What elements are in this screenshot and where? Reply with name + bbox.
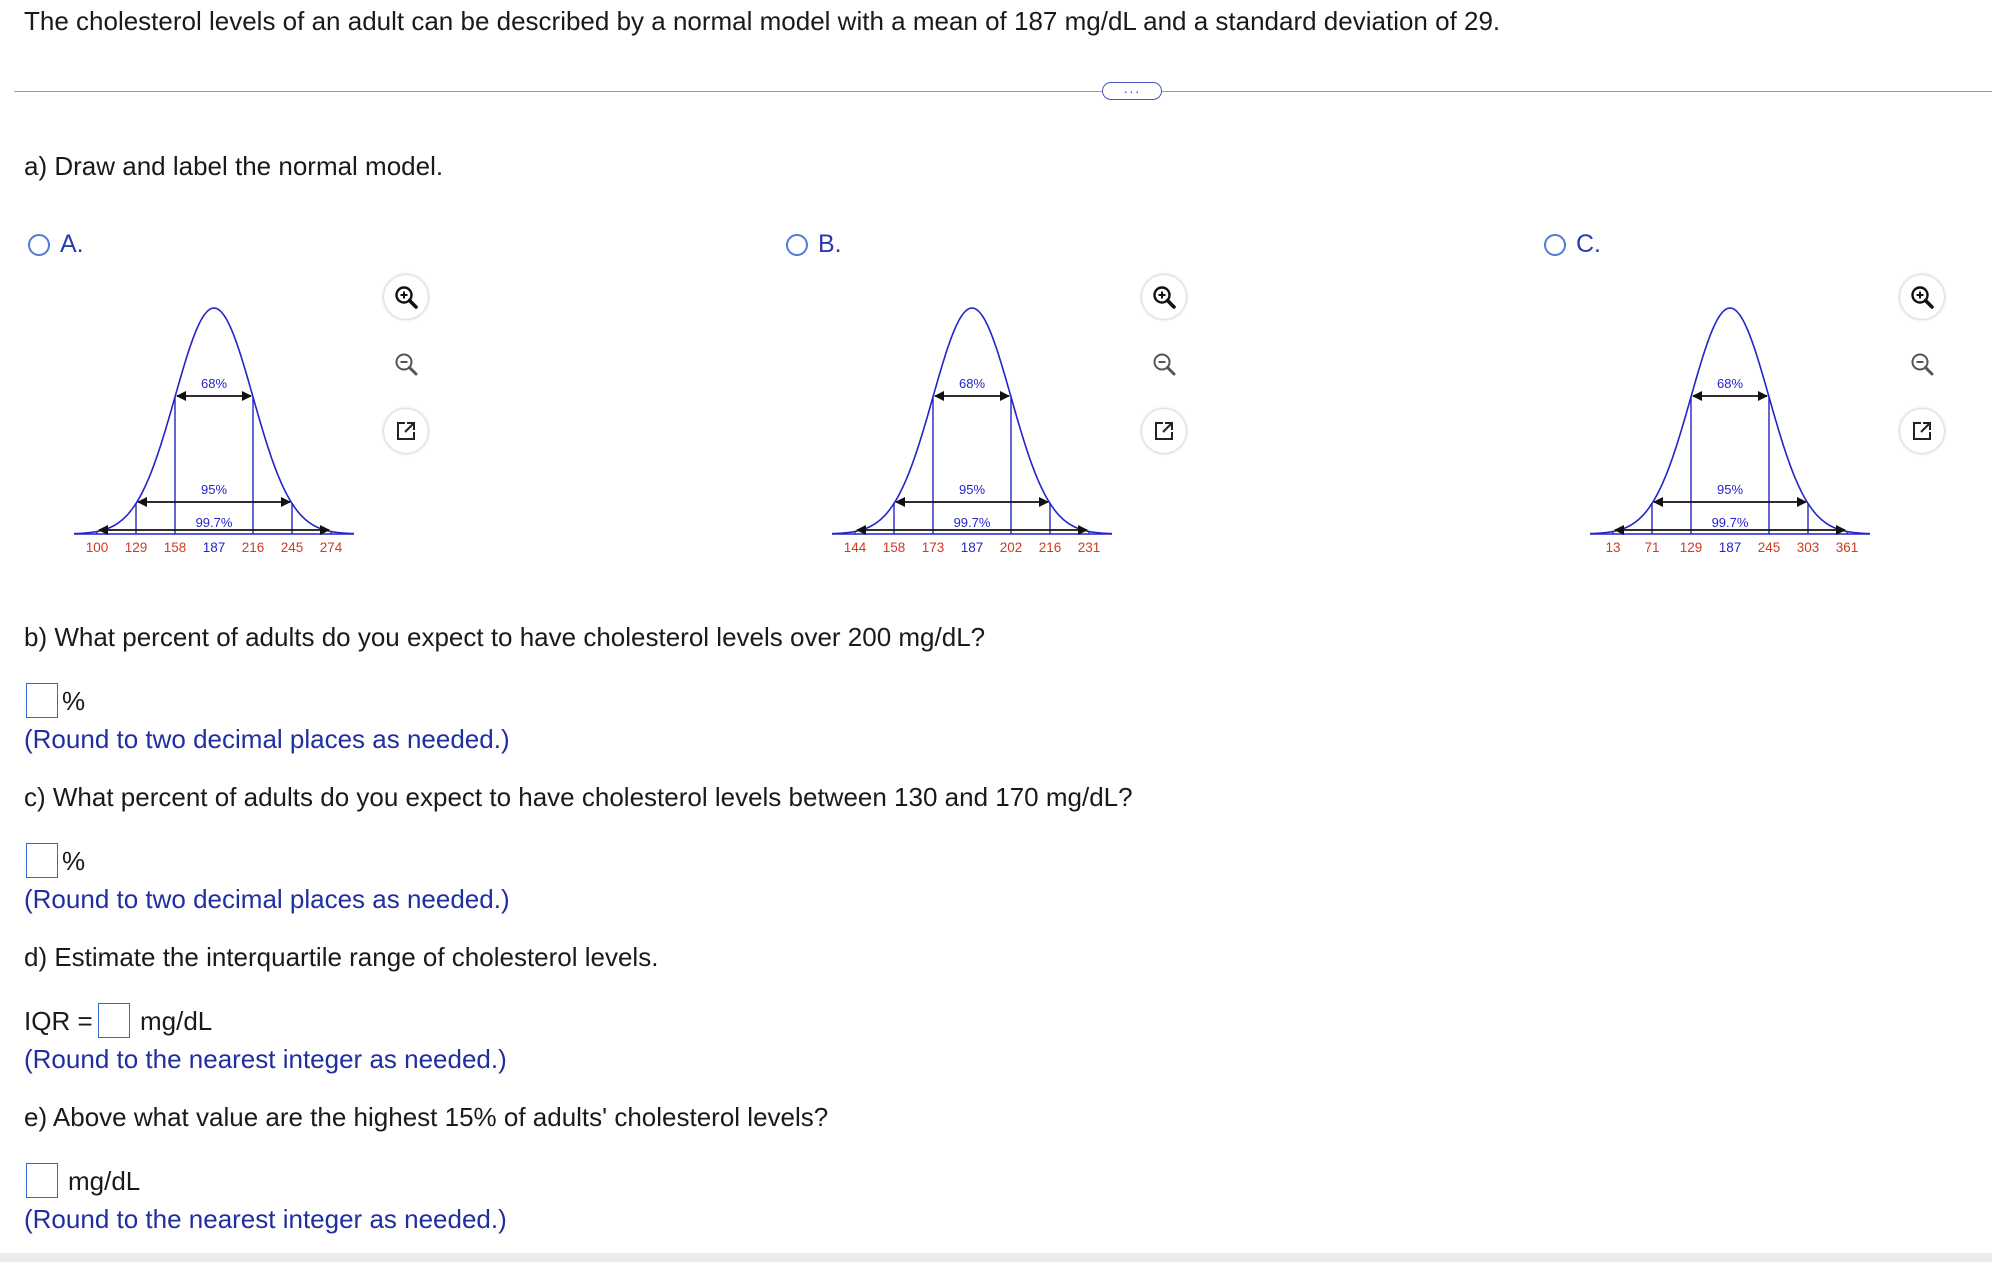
- tick-label: 100: [85, 540, 109, 555]
- label-95: 95%: [958, 482, 986, 497]
- popout-button-b[interactable]: [1142, 409, 1186, 453]
- part-d-unit: mg/dL: [140, 1006, 213, 1036]
- tick-label: 129: [1679, 540, 1703, 555]
- part-b-unit: %: [62, 686, 86, 716]
- popout-icon: [1911, 420, 1933, 442]
- tick-label: 13: [1605, 540, 1621, 555]
- tick-label: 245: [280, 540, 304, 555]
- tick-label: 187: [1718, 540, 1742, 555]
- tick-label: 144: [843, 540, 867, 555]
- part-c-prompt: c) What percent of adults do you expect to have cholesterol levels between 130 and 170 mg/dL?: [24, 782, 1133, 812]
- part-b-answer-input[interactable]: [26, 683, 58, 718]
- part-e-hint: (Round to the nearest integer as needed.): [24, 1204, 507, 1234]
- part-e-prompt: e) Above what value are the highest 15% of adults' cholesterol levels?: [24, 1102, 829, 1132]
- expand-more-button[interactable]: ···: [1102, 82, 1162, 100]
- choice-b-radio[interactable]: [786, 234, 808, 256]
- label-997: 99.7%: [1711, 515, 1749, 530]
- popout-icon: [1153, 420, 1175, 442]
- normal-model-graph-c: [1590, 300, 1870, 560]
- tick-label: 231: [1077, 540, 1101, 555]
- part-d-hint: (Round to the nearest integer as needed.): [24, 1044, 507, 1074]
- label-95: 95%: [1716, 482, 1744, 497]
- divider: [14, 91, 1992, 92]
- choice-a-radio[interactable]: [28, 234, 50, 256]
- tick-label: 187: [960, 540, 984, 555]
- zoom-out-icon: [1151, 351, 1177, 377]
- choice-b-label: B.: [818, 230, 842, 258]
- tick-label: 202: [999, 540, 1023, 555]
- part-c-unit: %: [62, 846, 86, 876]
- part-a-prompt: a) Draw and label the normal model.: [24, 151, 444, 181]
- question-text: The cholesterol levels of an adult can be described by a normal model with a mean of 187 mg/dL and a standard deviation of 29.: [24, 6, 1501, 36]
- popout-button-a[interactable]: [384, 409, 428, 453]
- choice-a-label: A.: [60, 230, 84, 258]
- label-95: 95%: [200, 482, 228, 497]
- popout-icon: [395, 420, 417, 442]
- part-c-answer-input[interactable]: [26, 843, 58, 878]
- part-b-hint: (Round to two decimal places as needed.): [24, 724, 510, 754]
- normal-curve: [74, 308, 354, 534]
- tick-label: 216: [241, 540, 265, 555]
- normal-model-graph-a: [74, 300, 354, 560]
- tick-label: 71: [1644, 540, 1660, 555]
- part-d-prompt: d) Estimate the interquartile range of cholesterol levels.: [24, 942, 659, 972]
- part-d-answer-input[interactable]: [98, 1003, 130, 1038]
- zoom-in-icon: [1909, 284, 1935, 310]
- tick-label: 187: [202, 540, 226, 555]
- tick-label: 173: [921, 540, 945, 555]
- normal-curve: [832, 308, 1112, 534]
- zoom-in-button-c[interactable]: [1900, 275, 1944, 319]
- popout-button-c[interactable]: [1900, 409, 1944, 453]
- zoom-in-icon: [393, 284, 419, 310]
- part-b-prompt: b) What percent of adults do you expect to have cholesterol levels over 200 mg/dL?: [24, 622, 986, 652]
- label-68: 68%: [200, 376, 228, 391]
- tick-label: 129: [124, 540, 148, 555]
- label-997: 99.7%: [195, 515, 233, 530]
- normal-model-graph-b: [832, 300, 1112, 560]
- tick-label: 274: [319, 540, 343, 555]
- normal-curve: [1590, 308, 1870, 534]
- tick-label: 361: [1835, 540, 1859, 555]
- bottom-bar: [0, 1253, 1992, 1262]
- label-997: 99.7%: [953, 515, 991, 530]
- choice-c-label: C.: [1576, 230, 1601, 258]
- tick-label: 158: [882, 540, 906, 555]
- zoom-out-button-b[interactable]: [1142, 342, 1186, 386]
- part-e-unit: mg/dL: [68, 1166, 141, 1196]
- label-68: 68%: [1716, 376, 1744, 391]
- zoom-in-icon: [1151, 284, 1177, 310]
- choice-b[interactable]: [786, 230, 842, 259]
- tick-label: 245: [1757, 540, 1781, 555]
- zoom-out-icon: [393, 351, 419, 377]
- tick-label: 303: [1796, 540, 1820, 555]
- choice-a[interactable]: [28, 230, 84, 259]
- tick-label: 158: [163, 540, 187, 555]
- part-c-hint: (Round to two decimal places as needed.): [24, 884, 510, 914]
- zoom-in-button-a[interactable]: [384, 275, 428, 319]
- zoom-out-icon: [1909, 351, 1935, 377]
- part-e-answer-input[interactable]: [26, 1163, 58, 1198]
- tick-label: 216: [1038, 540, 1062, 555]
- choice-c[interactable]: [1544, 230, 1601, 259]
- zoom-out-button-a[interactable]: [384, 342, 428, 386]
- label-68: 68%: [958, 376, 986, 391]
- zoom-out-button-c[interactable]: [1900, 342, 1944, 386]
- choice-c-radio[interactable]: [1544, 234, 1566, 256]
- part-d-prefix: IQR =: [24, 1006, 93, 1036]
- zoom-in-button-b[interactable]: [1142, 275, 1186, 319]
